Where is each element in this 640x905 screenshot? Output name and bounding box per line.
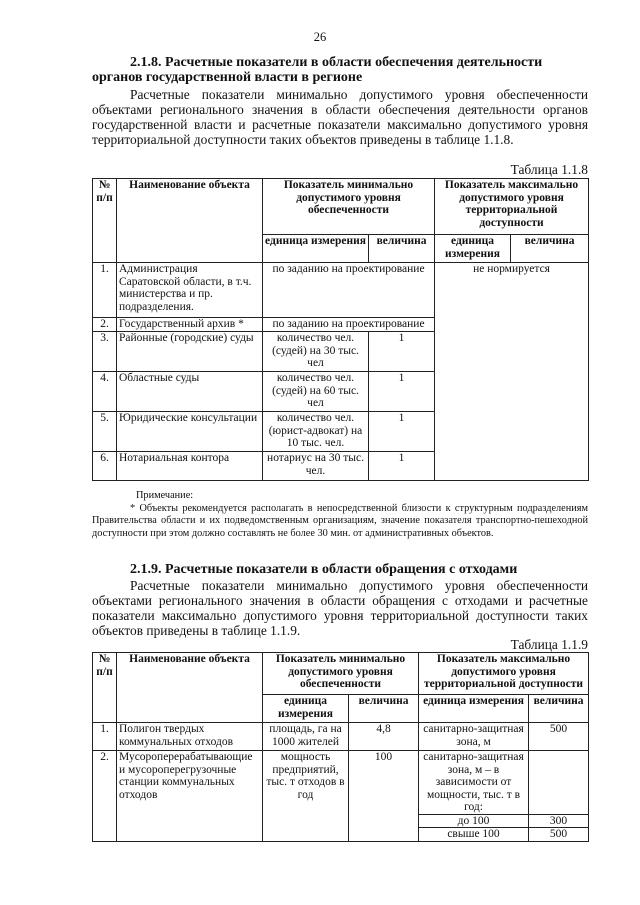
row-max-merged: не нормируется (435, 263, 589, 481)
row-num: 1. (93, 263, 117, 318)
row-unit: количество чел. (судей) на 30 тыс. чел (263, 332, 369, 372)
row-min-merged: по заданию на проектирование (263, 318, 435, 332)
row-min-unit: мощность предприятий, тыс. т отходов в год (263, 751, 349, 842)
t118-header-name: Наименование объекта (117, 179, 263, 263)
row-name: Мусороперерабатывающие и мусороперегрузочные станции коммунальных отходов (117, 751, 263, 842)
row-min-merged: по заданию на проектирование (263, 263, 435, 318)
row-name: Полигон твердых коммунальных отходов (117, 723, 263, 751)
table-row (93, 263, 589, 318)
row-name: Районные (городские) суды (117, 332, 263, 372)
section-218-paragraph: Расчетные показатели минимально допустимого уровня обеспеченности объектами регионального значения в области обеспечения деятельности органов государственной власти и расчетные показатели максимально допустимого уровня территориальной доступности таких объектов приведены в таблице 1.1.8. (92, 87, 588, 147)
t118-header-min: Показатель минимально допустимого уровня обеспеченности (263, 179, 435, 235)
t119-header-min-value: величина (349, 695, 419, 723)
t118-header-min-unit: единица измерения (263, 235, 369, 263)
t118-header-max: Показатель максимально допустимого уровня территориальной доступности (435, 179, 589, 235)
row-value: 1 (369, 452, 435, 481)
row-unit: количество чел. (судей) на 60 тыс. чел (263, 372, 369, 412)
note-title: Примечание: (136, 490, 194, 501)
t119-header-max: Показатель максимально допустимого уровня территориальной доступности (419, 653, 589, 695)
t119-header-num: № п/п (93, 653, 117, 723)
section-219-paragraph: Расчетные показатели минимально допустимого уровня обеспеченности объектами регионального значения в области обращения с отходами и расчетные показатели максимально допустимого уровня территориальной доступности таких объектов приведены в таблице 1.1.9. (92, 578, 588, 638)
row-num: 4. (93, 372, 117, 412)
row-name: Областные суды (117, 372, 263, 412)
table-row (93, 751, 589, 815)
t118-header-max-value: величина (511, 235, 589, 263)
t118-header-num: № п/п (93, 179, 117, 263)
t118-header-max-unit: единица измерения (435, 235, 511, 263)
subrow-label: свыше 100 (419, 828, 529, 842)
table-118-caption: Таблица 1.1.8 (510, 162, 588, 177)
row-name: Администрация Саратовской области, в т.ч. министерства и пр. подразделения. (117, 263, 263, 318)
row-num: 3. (93, 332, 117, 372)
row-name: Государственный архив * (117, 318, 263, 332)
page-number: 26 (313, 30, 327, 44)
row-num: 6. (93, 452, 117, 481)
row-unit: нотариус на 30 тыс. чел. (263, 452, 369, 481)
table-119 (92, 652, 589, 842)
table-118-note (92, 490, 588, 540)
table-118 (92, 178, 589, 481)
row-num: 1. (93, 723, 117, 751)
row-min-value: 100 (349, 751, 419, 842)
t119-header-min-unit: единица измерения (263, 695, 349, 723)
subrow-label: до 100 (419, 814, 529, 828)
row-num: 2. (93, 318, 117, 332)
section-219-heading: 2.1.9. Расчетные показатели в области обращения с отходами (130, 562, 518, 577)
row-name: Юридические консультации (117, 412, 263, 452)
table-119-caption: Таблица 1.1.9 (510, 637, 588, 652)
row-value: 1 (369, 412, 435, 452)
subrow-value: 500 (529, 828, 589, 842)
row-max-value: 500 (529, 723, 589, 751)
empty-cell (529, 751, 589, 815)
row-value: 1 (369, 372, 435, 412)
table-row (93, 723, 589, 751)
row-num: 5. (93, 412, 117, 452)
t119-header-name: Наименование объекта (117, 653, 263, 723)
subrow-value: 300 (529, 814, 589, 828)
t119-header-max-value: величина (529, 695, 589, 723)
row-unit: количество чел. (юрист-адвокат) на 10 тыс. чел. (263, 412, 369, 452)
section-218-heading: 2.1.8. Расчетные показатели в области обеспечения деятельности органов государственной власти в регионе (92, 55, 543, 85)
row-min-unit: площадь, га на 1000 жителей (263, 723, 349, 751)
row-value: 1 (369, 332, 435, 372)
row-num: 2. (93, 751, 117, 842)
t119-header-min: Показатель минимально допустимого уровня обеспеченности (263, 653, 419, 695)
row-max-unit: санитарно-защитная зона, м (419, 723, 529, 751)
row-min-value: 4,8 (349, 723, 419, 751)
note-text: * Объекты рекомендуется располагать в непосредственной близости к структурным подразделениям Правительства области и их подведомственным организациям, значение показателя транспортно-пешеходной доступности при этом должно составлять не более 30 мин. от административных объектов. (92, 502, 588, 539)
row-max-unit: санитарно-защитная зона, м – в зависимости от мощности, тыс. т в год: (419, 751, 529, 815)
t119-header-max-unit: единица измерения (419, 695, 529, 723)
row-name: Нотариальная контора (117, 452, 263, 481)
t118-header-min-value: величина (369, 235, 435, 263)
